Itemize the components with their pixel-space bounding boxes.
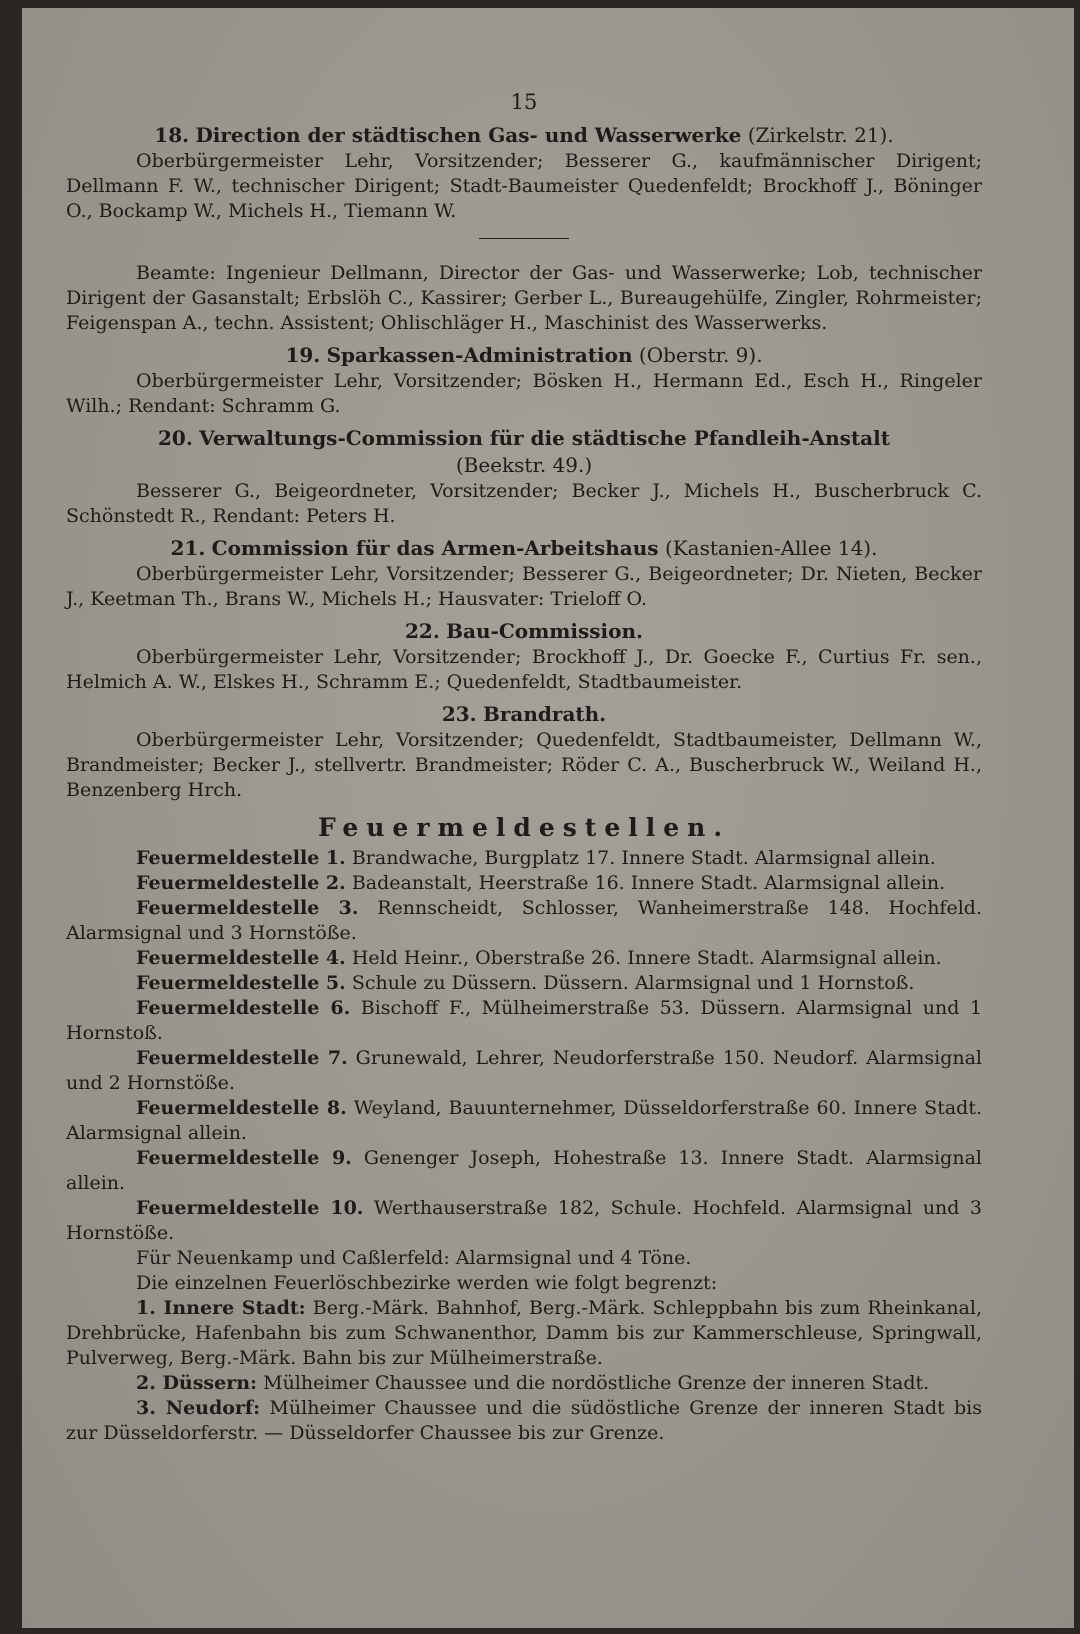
- feuermeldestelle-text: Schule zu Düssern. Düssern. Alarmsignal und 1 Hornstoß.: [351, 972, 915, 994]
- feuermeldestelle-entry: [66, 1146, 982, 1196]
- bezirk-label: 3. Neudorf:: [136, 1397, 261, 1419]
- feuermeldestelle-name: Feuermeldestelle 6.: [136, 997, 351, 1019]
- section-21-title: [66, 535, 982, 562]
- section-21-number: 21.: [170, 536, 206, 560]
- feuermeldestelle-text: Genenger Joseph, Hohestraße 13. Innere Stadt. Alarmsignal allein.: [66, 1147, 982, 1194]
- section-20-title: [66, 425, 982, 452]
- bezirk-entry: [66, 1296, 982, 1371]
- section-19-address: (Oberstr. 9).: [638, 343, 763, 367]
- feuermeldestelle-text: Rennscheidt, Schlosser, Wanheimerstraße 148. Hochfeld. Alarmsignal und 3 Hornstöße.: [66, 897, 982, 944]
- bezirk-label: 2. Düssern:: [136, 1372, 258, 1394]
- section-18-officials: Beamte: Ingenieur Dellmann, Director der Gas- und Wasserwerke; Lob, technischer Dirigent der Gasanstalt; Erbslöh C., Kassirer; Gerber L., Bureaugehülfe, Zingler, Rohrmeister; Feigenspan A., techn. Assistent; Ohlischläger H., Maschinist des Wasserwerks.: [66, 262, 982, 334]
- feuermeldestelle-name: Feuermeldestelle 8.: [136, 1097, 347, 1119]
- page-content: [66, 90, 982, 1446]
- section-18-heading: Direction der städtischen Gas- und Wasserwerke: [195, 123, 742, 147]
- section-18-title: [66, 122, 982, 149]
- feuermeldestelle-entry: [66, 971, 982, 996]
- feuermeldestelle-name: Feuermeldestelle 2.: [136, 872, 346, 894]
- bezirk-text: Mülheimer Chaussee und die südöstliche Grenze der inneren Stadt bis zur Düsseldorferstr. — Düsseldorfer Chaussee bis zur Grenze.: [66, 1397, 982, 1444]
- page-number: 15: [510, 90, 538, 114]
- bezirk-text: Berg.-Märk. Bahnhof, Berg.-Märk. Schleppbahn bis zum Rheinkanal, Drehbrücke, Hafenbahn bis zum Schwanenthor, Damm bis zur Kammerschleuse, Springwall, Pulverweg, Berg.-Märk. Bahn bis zur Mülheimerstraße.: [66, 1297, 982, 1369]
- scanned-page: [22, 8, 1074, 1628]
- section-23-title: [66, 701, 982, 728]
- bezirk-label: 1. Innere Stadt:: [136, 1297, 306, 1319]
- feuermeldestelle-text: Held Heinr., Oberstraße 26. Innere Stadt. Alarmsignal allein.: [351, 947, 942, 969]
- feuermeldestelle-text: Grunewald, Lehrer, Neudorferstraße 150. Neudorf. Alarmsignal und 2 Hornstöße.: [66, 1047, 983, 1094]
- feuermeldestelle-text: Bischoff F., Mülheimerstraße 53. Düssern. Alarmsignal und 1 Hornstoß.: [66, 997, 982, 1044]
- section-19-members: Oberbürgermeister Lehr, Vorsitzender; Bösken H., Hermann Ed., Esch H., Ringeler Wilh.; Rendant: Schramm G.: [66, 370, 982, 417]
- section-23-number: 23.: [441, 702, 477, 726]
- section-21-members: Oberbürgermeister Lehr, Vorsitzender; Besserer G., Beigeordneter; Dr. Nieten, Becker J., Keetman Th., Brans W., Michels H.; Hausvater: Trieloff O.: [66, 563, 982, 610]
- section-18-members: Oberbürgermeister Lehr, Vorsitzender; Besserer G., kaufmännischer Dirigent; Dellmann F. W., technischer Dirigent; Stadt-Baumeister Quedenfeldt; Brockhoff J., Böninger O., Bockamp W., Michels H., Tiemann W.: [66, 150, 982, 222]
- section-22-members: Oberbürgermeister Lehr, Vorsitzender; Brockhoff J., Dr. Goecke F., Curtius Fr. sen., Helmich A. W., Elskes H., Schramm E.; Quedenfeldt, Stadtbaumeister.: [66, 646, 982, 693]
- section-19-heading: Sparkassen-Administration: [326, 343, 633, 367]
- feuermeldestellen-heading: Feuermeldestellen.: [317, 813, 731, 842]
- feuermeldestelle-name: Feuermeldestelle 10.: [136, 1197, 364, 1219]
- feuermeldestelle-name: Feuermeldestelle 9.: [136, 1147, 352, 1169]
- section-22-number: 22.: [404, 619, 440, 643]
- section-21-heading: Commission für das Armen-Arbeitshaus: [211, 536, 659, 560]
- section-20-members: Besserer G., Beigeordneter, Vorsitzender; Becker J., Michels H., Buscherbruck C. Schönstedt R., Rendant: Peters H.: [66, 480, 982, 527]
- section-23-heading: Brandrath.: [482, 702, 607, 726]
- section-23-members: Oberbürgermeister Lehr, Vorsitzender; Quedenfeldt, Stadtbaumeister, Dellmann W., Brandmeister; Becker J., stellvertr. Brandmeister; Röder C. A., Buscherbruck W., Weiland H., Benzenberg Hrch.: [66, 729, 982, 801]
- feuermeldestelle-entry: [66, 1196, 982, 1246]
- bezirk-entry: [66, 1396, 982, 1446]
- neuenkamp-note: Für Neuenkamp und Caßlerfeld: Alarmsignal und 4 Töne.: [136, 1247, 692, 1269]
- bezirk-text: Mülheimer Chaussee und die nordöstliche Grenze der inneren Stadt.: [263, 1372, 930, 1394]
- feuermeldestelle-text: Werthauserstraße 182, Schule. Hochfeld. Alarmsignal und 3 Hornstöße.: [66, 1197, 983, 1244]
- bezirke-intro: Die einzelnen Feuerlöschbezirke werden wie folgt begrenzt:: [136, 1272, 718, 1294]
- section-20-heading: Verwaltungs-Commission für die städtische Pfandleih-Anstalt: [199, 426, 890, 450]
- section-20-number: 20.: [158, 426, 193, 450]
- section-18-number: 18.: [154, 123, 190, 147]
- feuermeldestelle-name: Feuermeldestelle 3.: [136, 897, 359, 919]
- feuermeldestelle-text: Badeanstalt, Heerstraße 16. Innere Stadt. Alarmsignal allein.: [351, 872, 946, 894]
- feuermeldestelle-name: Feuermeldestelle 1.: [136, 847, 346, 869]
- feuermeldestelle-name: Feuermeldestelle 5.: [136, 972, 346, 994]
- section-19-title: [66, 342, 982, 369]
- section-19-number: 19.: [285, 343, 321, 367]
- section-22-heading: Bau-Commission.: [446, 619, 643, 643]
- feuermeldestelle-entry: [66, 996, 982, 1046]
- section-22-title: [66, 618, 982, 645]
- feuermeldestelle-text: Weyland, Bauunternehmer, Düsseldorferstraße 60. Innere Stadt. Alarmsignal allein.: [66, 1097, 983, 1144]
- section-20-address: (Beekstr. 49.): [455, 453, 593, 477]
- section-18-address: (Zirkelstr. 21).: [747, 123, 894, 147]
- feuermeldestelle-entry: [66, 1096, 982, 1146]
- feuermeldestelle-entry: [66, 846, 982, 871]
- feuermeldestelle-entry: [66, 1046, 982, 1096]
- feuermeldestelle-entry: [66, 871, 982, 896]
- section-21-address: (Kastanien-Allee 14).: [664, 536, 878, 560]
- feuermeldestelle-entry: [66, 946, 982, 971]
- feuermeldestelle-text: Brandwache, Burgplatz 17. Innere Stadt. Alarmsignal allein.: [351, 847, 936, 869]
- feuermeldestelle-name: Feuermeldestelle 4.: [136, 947, 346, 969]
- feuermeldestelle-name: Feuermeldestelle 7.: [136, 1047, 348, 1069]
- divider: [479, 238, 569, 239]
- bezirk-entry: [66, 1371, 982, 1396]
- feuermeldestelle-entry: [66, 896, 982, 946]
